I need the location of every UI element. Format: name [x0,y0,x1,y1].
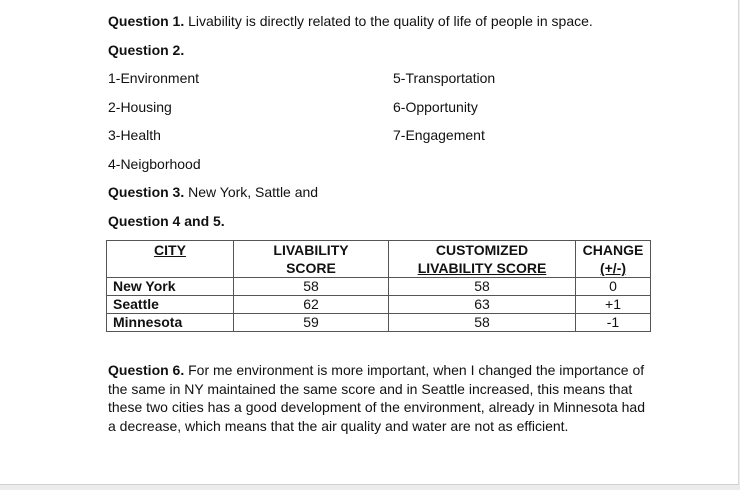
cell-customized: 58 [389,314,576,332]
cell-livability: 58 [234,278,389,296]
table-header-row [107,241,651,278]
header-city: CITY [107,241,234,278]
header-customized-score: CUSTOMIZED LIVABILITY SCORE [389,241,576,278]
list-item: 6-Opportunity [393,99,478,115]
cell-livability: 59 [234,314,389,332]
table-row [107,296,651,314]
question-1 [108,12,593,30]
question-6 [108,361,648,435]
question-2-label: Question 2. [108,42,185,58]
table-row [107,278,651,296]
cell-change: 0 [576,278,651,296]
cell-customized: 63 [389,296,576,314]
question-4-5 [108,212,225,230]
list-item: 5-Transportation [393,70,496,86]
question-3 [108,183,318,201]
question-3-label: Question 3. [108,184,185,200]
header-livability-score: LIVABILITY SCORE [234,241,389,278]
cell-city: Minnesota [107,314,234,332]
question-6-text: For me environment is more important, when I changed the importance of the same in NY maintained the same score and in Seattle increased, this means that these two cities has a good development of the environment, already in Minnesota had a decrease, which means that the air quality and water are not as efficient. [108,362,645,434]
cell-city: New York [107,278,234,296]
question-4-5-label: Question 4 and 5. [108,213,225,229]
question-2 [108,41,184,59]
list-item: 7-Engagement [393,127,485,143]
question-6-label: Question 6. [108,362,185,378]
livability-table [106,240,651,332]
table-row [107,314,651,332]
cell-change: +1 [576,296,651,314]
list-item: 4-Neigborhood [108,156,201,172]
cell-change: -1 [576,314,651,332]
list-item: 1-Environment [108,70,200,86]
question-1-label: Question 1. [108,13,185,29]
cell-city: Seattle [107,296,234,314]
list-item: 3-Health [108,127,161,143]
cell-livability: 62 [234,296,389,314]
cell-customized: 58 [389,278,576,296]
header-change: CHANGE (+/-) [576,241,651,278]
question-1-text: Livability is directly related to the quality of life of people in space. [184,13,593,29]
question-3-text: New York, Sattle and [184,184,319,200]
list-item: 2-Housing [108,99,172,115]
